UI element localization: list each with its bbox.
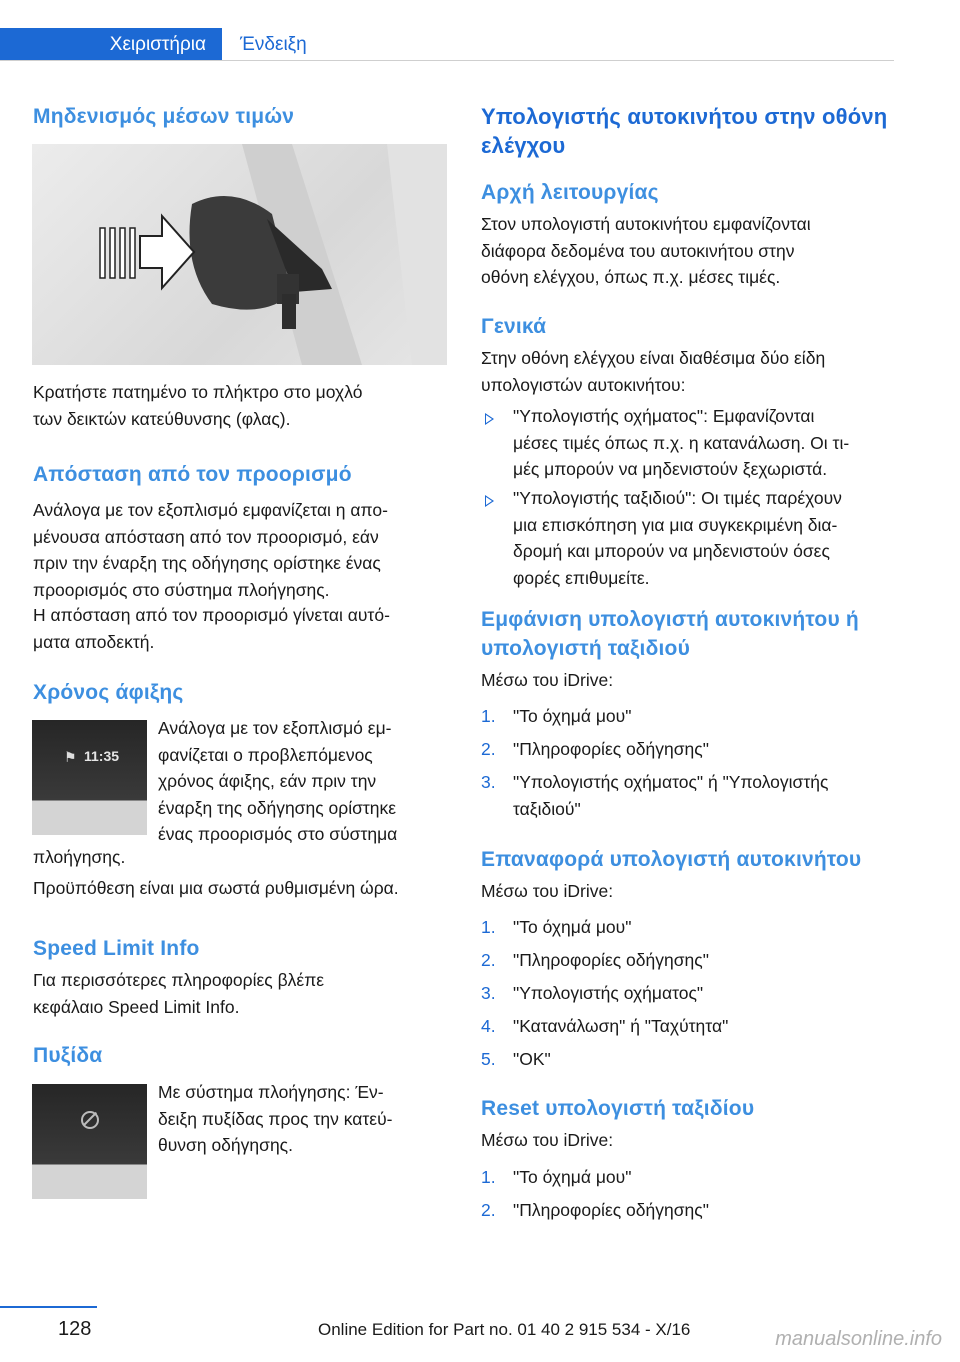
text-via-idrive-3: Μέσω του iDrive: bbox=[481, 1130, 614, 1150]
text-reset-instruction: Κρατήστε πατημένο το πλήκτρο στο μοχλό των δεικτών κατεύθυνσης (φλας). bbox=[33, 382, 363, 429]
bullet-triangle-icon bbox=[485, 413, 494, 425]
text-via-idrive-2: Μέσω του iDrive: bbox=[481, 881, 614, 901]
heading-speed-limit-info: Speed Limit Info bbox=[33, 937, 200, 960]
text-distance-accepted: Η απόσταση από τον προορισμό γίνεται αυτό‐ ματα αποδεκτή. bbox=[33, 605, 390, 652]
turn-signal-stalk-image bbox=[32, 144, 447, 365]
watermark: manualsonline.info bbox=[775, 1328, 942, 1350]
heading-show-computer: Εμφάνιση υπολογιστή αυτοκινήτου ή υπολογιστή ταξιδιού bbox=[481, 608, 859, 660]
heading-onboard-computer: Υπολογιστής αυτοκινήτου στην οθόνη ελέγχου bbox=[481, 104, 888, 158]
text-compass: Με σύστημα πλοήγησης: Έν‐ δειξη πυξίδας προς την κατεύ‐ θυνση οδήγησης. bbox=[158, 1082, 393, 1155]
heading-principle: Αρχή λειτουργίας bbox=[481, 181, 659, 204]
tab-display[interactable]: Ένδειξη bbox=[240, 34, 307, 55]
text-principle: Στον υπολογιστή αυτοκινήτου εμφανίζονται διάφορα δεδομένα του αυτοκινήτου στην οθόνη ελέγχου, όπως π.χ. μέσες τιμές. bbox=[481, 214, 811, 287]
text-distance: Ανάλογα με τον εξοπλισμό εμφανίζεται η απο‐ μένουσα απόσταση από τον προορισμό, εάν πριν την έναρξη της οδήγησης ορίστηκε ένας προορισμός στο σύστημα πλοήγησης. bbox=[33, 500, 388, 600]
text-arrival-time-condition: Προϋπόθεση είναι μια σωστά ρυθμισμένη ώρα. bbox=[33, 878, 399, 898]
flag-icon: ⚑ bbox=[64, 749, 77, 765]
heading-reset-computer: Επαναφορά υπολογιστή αυτοκινήτου bbox=[481, 848, 862, 871]
heading-general: Γενικά bbox=[481, 315, 547, 338]
header-divider bbox=[0, 60, 894, 61]
page-number-rule bbox=[0, 1306, 97, 1308]
heading-arrival-time: Χρόνος άφιξης bbox=[33, 681, 184, 704]
compass-display-image bbox=[32, 1084, 147, 1199]
heading-reset-averages: Μηδενισμός μέσων τιμών bbox=[33, 105, 295, 128]
heading-compass: Πυξίδα bbox=[33, 1044, 103, 1067]
tab-controls[interactable]: Χειριστήρια bbox=[0, 28, 222, 61]
text-arrival-time: Ανάλογα με τον εξοπλισμό εμ‐ φανίζεται ο προβλεπόμενος χρόνος άφιξης, εάν πριν την έναρξη της οδήγησης ορίστηκε ένας προορισμός στο σύστημα bbox=[158, 718, 398, 844]
text-general: Στην οθόνη ελέγχου είναι διαθέσιμα δύο είδη υπολογιστών αυτοκινήτου: bbox=[481, 348, 826, 395]
edition-footer: Online Edition for Part no. 01 40 2 915 534 - X/16 bbox=[318, 1320, 691, 1339]
arrival-time-display-image: ⚑ 11:35 bbox=[32, 720, 147, 835]
page-number: 128 bbox=[58, 1318, 92, 1340]
bullet-triangle-icon bbox=[485, 495, 494, 507]
text-via-idrive-1: Μέσω του iDrive: bbox=[481, 670, 614, 690]
text-speed-limit-info: Για περισσότερες πληροφορίες βλέπε κεφάλαιο Speed Limit Info. bbox=[33, 970, 325, 1017]
text-arrival-time-tail: πλοήγησης. bbox=[33, 847, 126, 867]
heading-distance: Απόσταση από τον προορισμό bbox=[33, 463, 352, 486]
page-header bbox=[0, 0, 894, 62]
heading-reset-trip: Reset υπολογιστή ταξιδίου bbox=[481, 1097, 755, 1120]
